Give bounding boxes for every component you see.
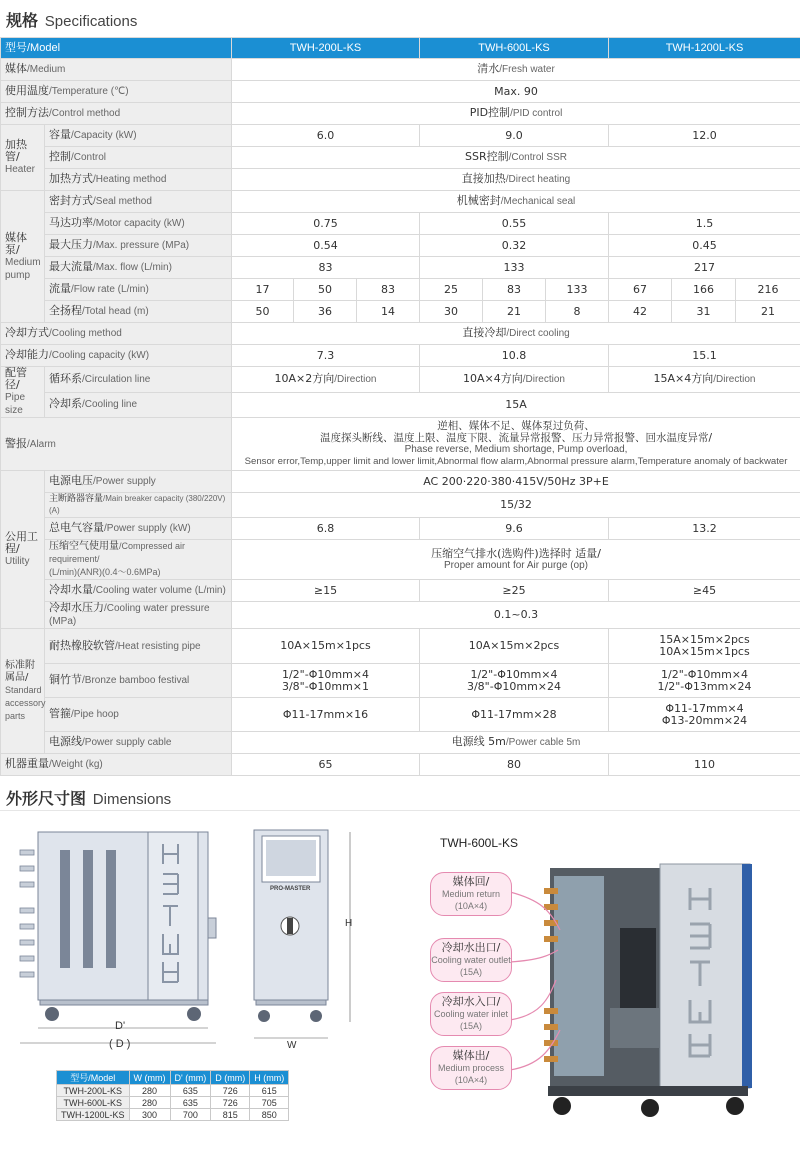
model-3: TWH-1200L-KS <box>609 38 800 59</box>
dim-h: H <box>345 918 352 929</box>
row-total-head: 全扬程/Total head (m) 50 36 14 30 21 8 42 31 21 <box>1 301 800 323</box>
spec-title-cn: 规格 <box>6 11 38 30</box>
row-compressed-air: 压缩空气使用量/Compressed air requirement/ (L/min)(ANR)(0.4～0.6MPa) 压缩空气排水(选购件)选择时 适量/ Proper amount for Air purge (op) <box>1 540 800 580</box>
row-max-flow: 最大流量/Max. flow (L/min) 83 133 217 <box>1 257 800 279</box>
dim-w: W <box>287 1040 296 1051</box>
panel-brand: PRO-MASTER <box>270 886 310 892</box>
row-cooling-line: 冷却系/Cooling line 15A <box>1 392 800 418</box>
row-circulation-line: 配管径/ Pipe size 循环系/Circulation line 10A×2方向/Direction 10A×4方向/Direction 15A×4方向/Direction <box>1 367 800 393</box>
callout-cooling-water-outlet: 冷却水出口/ Cooling water outlet (15A) <box>430 938 512 982</box>
dimension-table: 型号/Model W (mm) D' (mm) D (mm) H (mm) TWH-200L-KS 280 635 726 615 TWH-600L-KS 280 635 726 705 TWH-1200L-KS 300 700 815 850 <box>56 1070 289 1121</box>
model-1: TWH-200L-KS <box>232 38 420 59</box>
row-motor-capacity: 马达功率/Motor capacity (kW) 0.75 0.55 1.5 <box>1 213 800 235</box>
row-medium: 媒体/Medium 清水/Fresh water <box>1 59 800 81</box>
dim-title-cn: 外形尺寸图 <box>6 789 86 808</box>
row-alarm: 警报/Alarm 逆相、媒体不足、媒体泵过负荷、 温度探头断线、温度上限、温度下限、流量异常报警、压力异常报警、回水温度异常/ Phase reverse, Medium shortage, Pump overload, Sensor error,Temp,upper limit and lower limit,Abnormal flow alarm,Abnormal pressure alarm,Temperature anomaly of backwater <box>1 418 800 471</box>
dim-d: ( D ) <box>109 1038 130 1050</box>
row-seal-method: 媒体泵/ Medium pump 密封方式/Seal method 机械密封/Mechanical seal <box>1 191 800 213</box>
row-main-breaker: 主断路器容量/Main breaker capacity (380/220V)(A) 15/32 <box>1 493 800 518</box>
callout-connectors <box>510 880 570 1080</box>
product-model-label: TWH-600L-KS <box>440 836 518 850</box>
dim-row: TWH-600L-KS 280 635 726 705 <box>57 1097 289 1109</box>
dim-d-prime: D' <box>115 1020 125 1032</box>
model-2: TWH-600L-KS <box>420 38 609 59</box>
dim-row: TWH-200L-KS 280 635 726 615 <box>57 1085 289 1097</box>
row-heater-control: 控制/Control SSR控制/Control SSR <box>1 147 800 169</box>
header-row: 型号/Model TWH-200L-KS TWH-600L-KS TWH-1200L-KS <box>1 38 800 59</box>
row-weight: 机器重量/Weight (kg) 65 80 110 <box>1 754 800 776</box>
row-cooling-water-pressure: 冷却水压力/Cooling water pressure (MPa) 0.1~0.3 <box>1 602 800 629</box>
callout-medium-return: 媒体回/ Medium return (10A×4) <box>430 872 512 916</box>
row-cooling-capacity: 冷却能力/Cooling capacity (kW) 7.3 10.8 15.1 <box>1 345 800 367</box>
dimensions-title <box>6 786 171 809</box>
dim-row: TWH-1200L-KS 300 700 815 850 <box>57 1109 289 1121</box>
spec-title-en: Specifications <box>45 13 138 30</box>
row-cooling-method: 冷却方式/Cooling method 直接冷却/Direct cooling <box>1 323 800 345</box>
spec-table <box>0 37 800 776</box>
row-heat-resisting-pipe: 标准附属品/ Standard accessory parts 耐热橡胶软管/Heat resisting pipe 10A×15m×1pcs 10A×15m×2pcs 15A×15m×2pcs 10A×15m×1pcs <box>1 629 800 664</box>
row-power-cable: 电源线/Power supply cable 电源线 5m/Power cable 5m <box>1 732 800 754</box>
row-temperature: 使用温度/Temperature (℃) Max. 90 <box>1 81 800 103</box>
row-cooling-water-volume: 冷却水量/Cooling water volume (L/min) ≥15 ≥25 ≥45 <box>1 580 800 602</box>
row-control-method: 控制方法/Control method PID控制/PID control <box>1 103 800 125</box>
side-view-drawing <box>18 828 233 1054</box>
row-power-supply: 公用工程/ Utility 电源电压/Power supply AC 200·220·380·415V/50Hz 3P+E <box>1 471 800 493</box>
row-pipe-hoop: 管箍/Pipe hoop Φ11-17mm×16 Φ11-17mm×28 Φ11-17mm×4 Φ13-20mm×24 <box>1 698 800 732</box>
row-heating-method: 加热方式/Heating method 直接加热/Direct heating <box>1 169 800 191</box>
row-max-pressure: 最大压力/Max. pressure (MPa) 0.54 0.32 0.45 <box>1 235 800 257</box>
front-view-drawing <box>250 826 365 1054</box>
row-heater-capacity: 加热管/ Heater 容量/Capacity (kW) 6.0 9.0 12.0 <box>1 125 800 147</box>
row-bronze-bamboo: 铜竹节/Bronze bamboo festival 1/2"-Φ10mm×4 3/8"-Φ10mm×1 1/2"-Φ10mm×4 3/8"-Φ10mm×24 1/2"-Φ10mm×4 1/2"-Φ13mm×24 <box>1 664 800 698</box>
row-total-power: 总电气容量/Power supply (kW) 6.8 9.6 13.2 <box>1 518 800 540</box>
row-flow-rate: 流量/Flow rate (L/min) 17 50 83 25 83 133 67 166 216 <box>1 279 800 301</box>
spec-title <box>6 8 137 31</box>
dim-title-en: Dimensions <box>93 791 171 808</box>
callout-medium-process: 媒体出/ Medium process (10A×4) <box>430 1046 512 1090</box>
callout-cooling-water-inlet: 冷却水入口/ Cooling water inlet (15A) <box>430 992 512 1036</box>
